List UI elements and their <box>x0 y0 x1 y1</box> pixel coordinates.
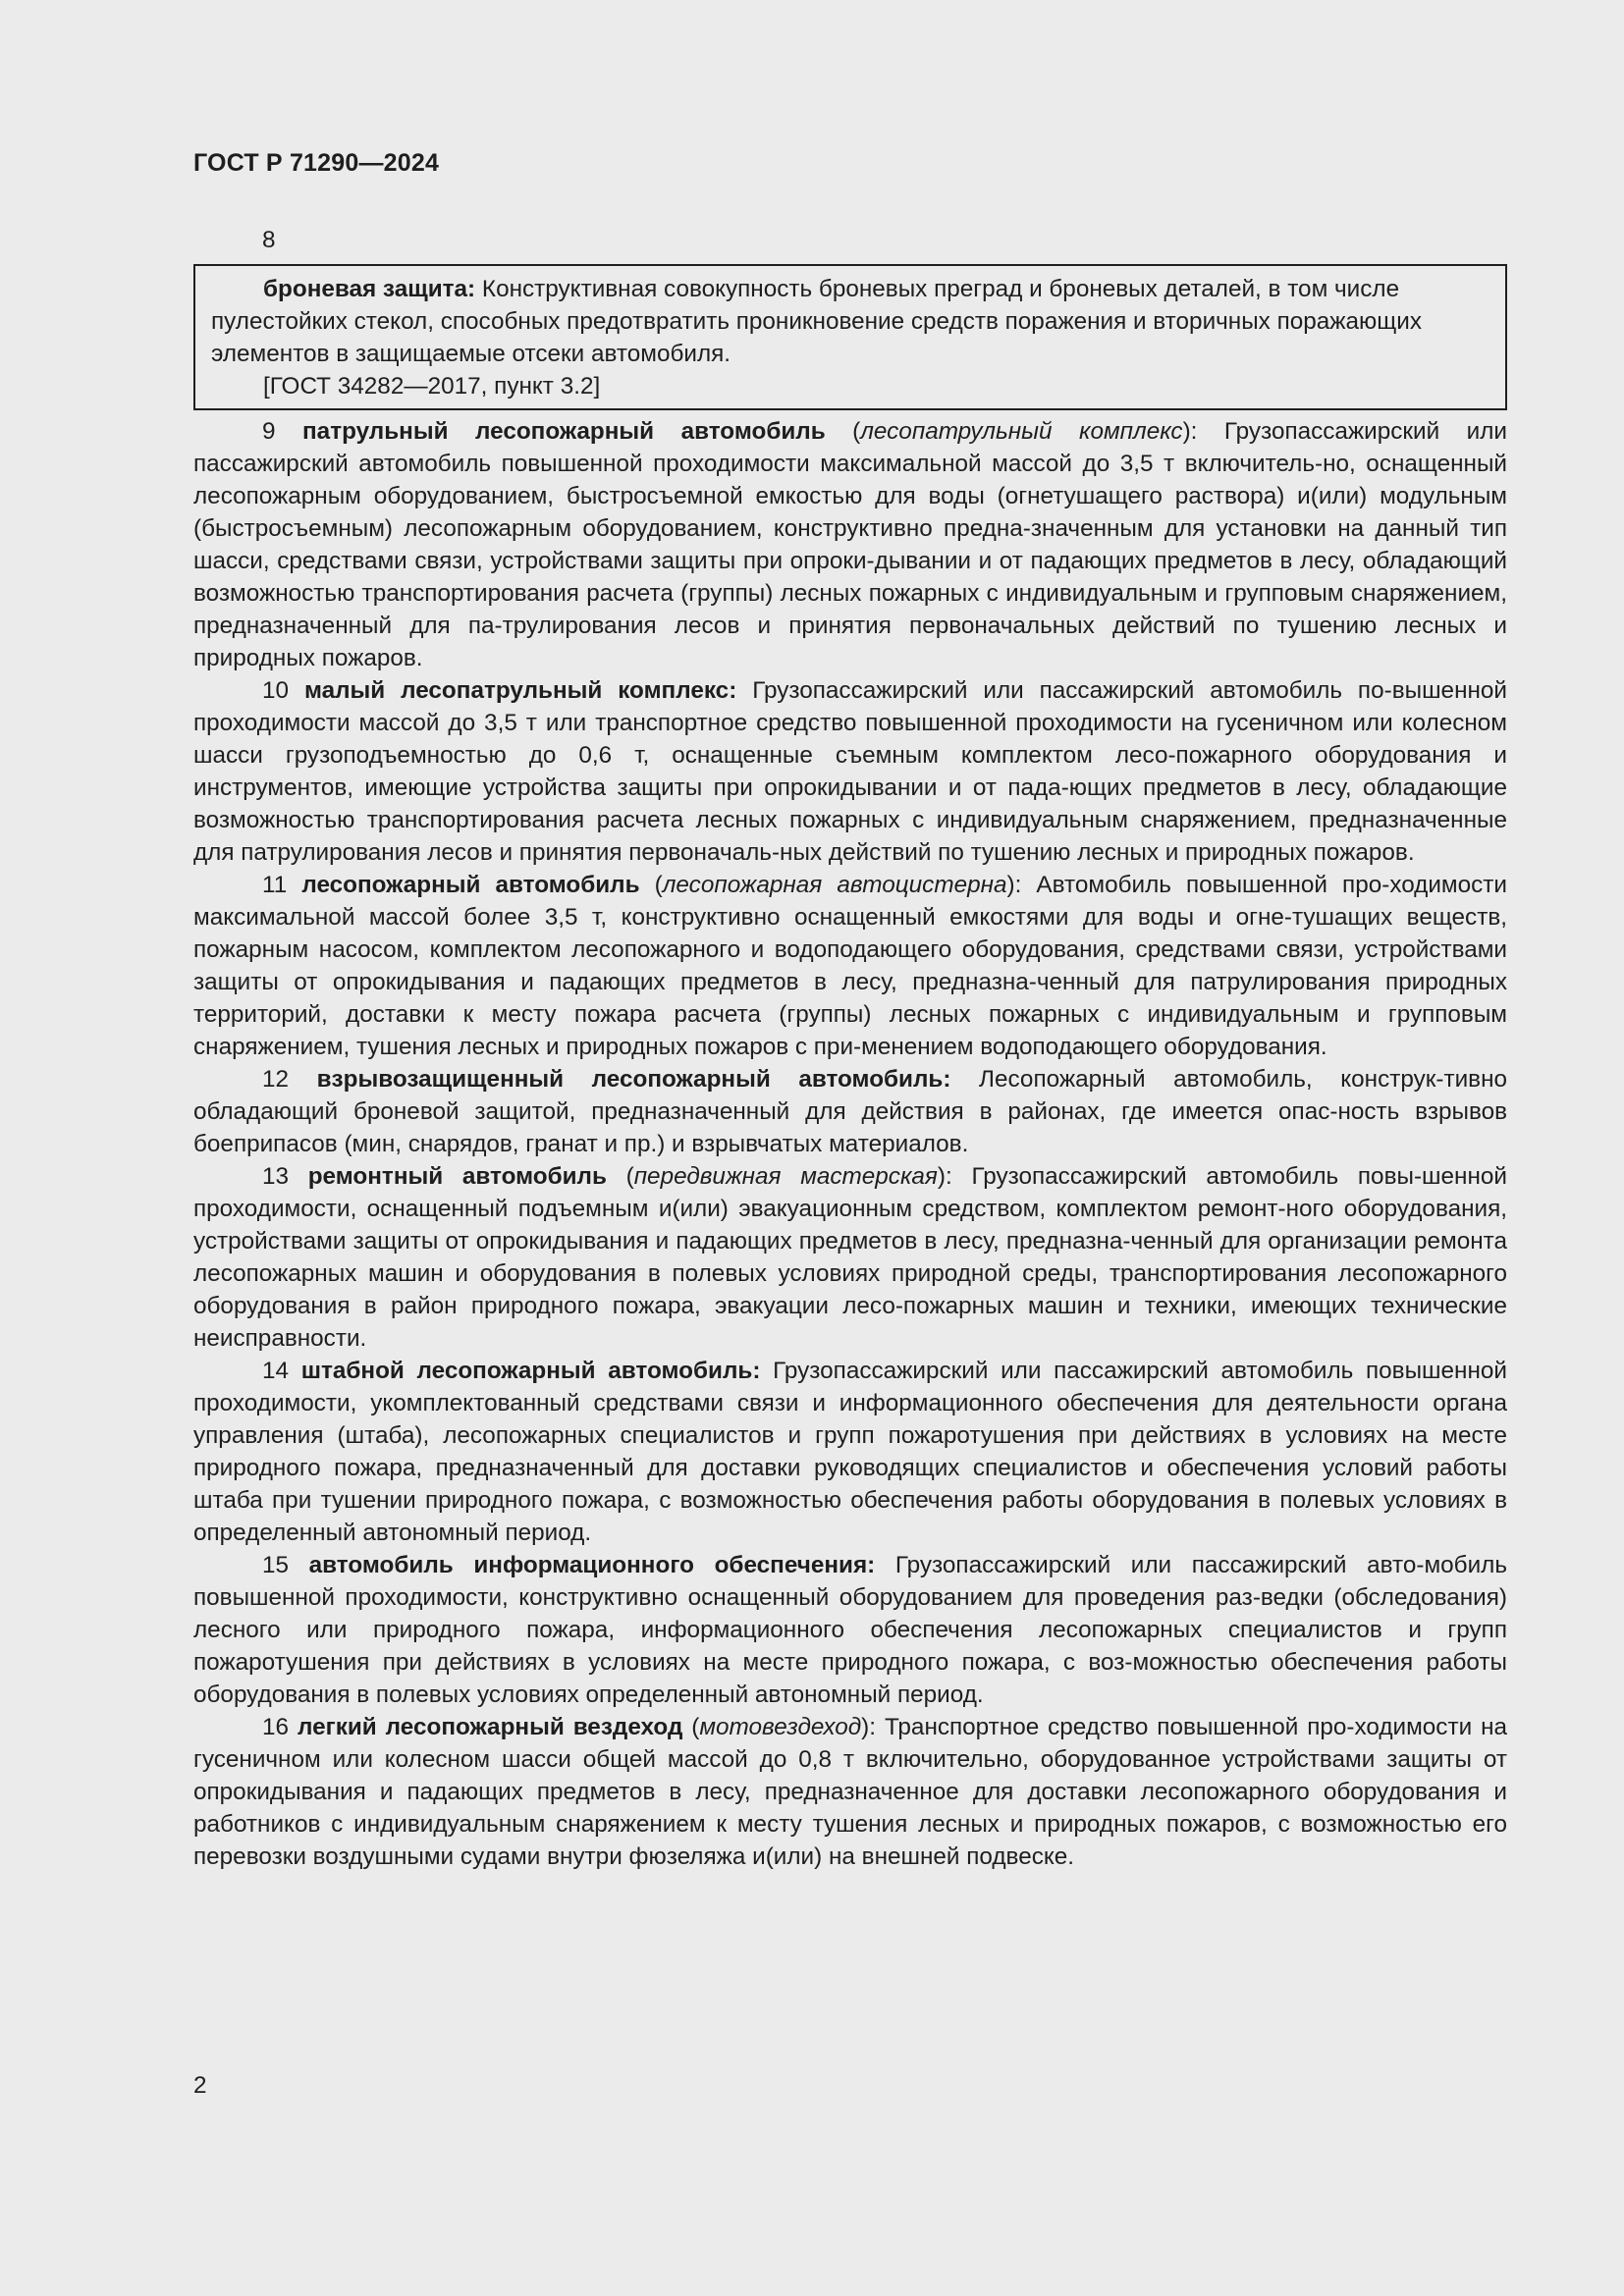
term-entries <box>193 415 1507 1873</box>
term-name: малый лесопатрульный комплекс: <box>303 677 737 704</box>
term-name: штабной лесопожарный автомобиль: <box>300 1358 761 1384</box>
term-number: 13 <box>262 1163 290 1190</box>
term-definition: Конструктивная совокупность броневых преград и броневых деталей, в том числе пулестойких стекол, способных предотвратить проникновение средств поражения и вторичных поражающих элементов в защищаемые отсеки автомобиля. <box>211 276 1422 367</box>
term-entry <box>193 1355 1507 1549</box>
page-number: 2 <box>193 2072 207 2099</box>
term-number: 11 <box>262 872 288 898</box>
term-number: 16 <box>262 1714 290 1740</box>
term-definition: Грузопассажирский или пассажирский авто-мобиль повышенной проходимости, конструктивно оснащенный оборудованием для проведения раз-ведки (обследования) лесного или природного пожара, информационного обеспечения лесопожарных специалистов и групп пожаротушения при действиях в условиях на месте природного пожара, с воз-можностью обеспечения работы оборудования в полевых условиях определенный автономный период. <box>193 1552 1507 1708</box>
term-name: взрывозащищенный лесопожарный автомобиль: <box>316 1066 951 1093</box>
term-definition: Автомобиль повышенной про-ходимости максимальной массой более 3,5 т, конструктивно оснащенный емкостями для воды и огне-тушащих веществ, пожарным насосом, комплектом лесопожарного и водоподающего оборудования, средствами связи, устройствами защиты от опрокидывания и падающих предметов в лесу, предназна-ченный для патрулирования природных территорий, доставки к месту пожара расчета (группы) лесных пожарных с индивидуальным и групповым снаряжением, тушения лесных и природных пожаров с при-менением водоподающего оборудования. <box>193 872 1507 1060</box>
term-number: 9 <box>262 418 276 445</box>
term-entry <box>193 1063 1507 1160</box>
term-name: лесопожарный автомобиль <box>301 872 640 898</box>
term-entry: 16 легкий лесопожарный вездеход (мотовездеход): Транспортное средство повышенной про-ходимости на гусеничном или колесном шасси общей массой до 0,8 т включительно, оборудованное устройствами защиты от опрокидывания и падающих предметов в лесу, предназначенное для доставки лесопожарного оборудования и работников с индивидуальным снаряжением к месту тушения лесных и природных пожаров, с возможностью его перевозки воздушными судами внутри фюзеляжа и(или) на внешней подвеске. <box>193 1714 1507 1870</box>
term-number: 8 <box>262 227 276 253</box>
term-synonym: передвижная мастерская <box>633 1163 938 1190</box>
term-definition: Грузопассажирский автомобиль повы-шенной проходимости, оснащенный подъемным и(или) эвакуационным средством, комплектом ремонт-ного оборудования, устройствами защиты от опрокидывания и падающих предметов в лесу, предназна-ченный для организации ремонта лесопожарных машин и оборудования в полевых условиях природной среды, транспортирования лесопожарного оборудования в район природного пожара, эвакуации лесо-пожарных машин и техники, имеющих технические неисправности. <box>193 1163 1507 1352</box>
term-definition: Грузопассажирский или пассажирский автомобиль повышенной проходимости, укомплектованный средствами связи и информационного обеспечения для деятельности органа управления (штаба), лесопожарных специалистов и групп пожаротушения при действиях в условиях на месте природного пожара, предназначенный для доставки руководящих специалистов и обеспечения условий работы штаба при тушении природного пожара, с возможностью обеспечения работы оборудования в полевых условиях в определенный автономный период. <box>193 1358 1507 1546</box>
term-definition: Грузопассажирский или пассажирский автомобиль повышенной проходимости максимальной массой до 3,5 т включитель-но, оснащенный лесопожарным оборудованием, быстросъемной емкостью для воды (огнетушащего раствора) и(или) модульным (быстросъемным) лесопожарным оборудованием, конструктивно предна-значенным для установки на данный тип шасси, средствами связи, устройствами защиты при опроки-дывании и от падающих предметов в лесу, обладающий возможностью транспортирования расчета (группы) лесных пожарных с индивидуальным и групповым снаряжением, предназначенный для па-трулирования лесов и принятия первоначальных действий по тушению лесных и природных пожаров. <box>193 418 1507 671</box>
term-number: 14 <box>262 1358 290 1384</box>
term-source: [ГОСТ 34282—2017, пункт 3.2] <box>263 373 601 400</box>
term-name: легкий лесопожарный вездеход <box>297 1714 683 1740</box>
term-definition: Лесопожарный автомобиль, конструк-тивно обладающий броневой защитой, предназначенный для действия в районах, где имеется опас-ность взрывов боеприпасов (мин, снарядов, гранат и пр.) и взрывчатых материалов. <box>193 1066 1507 1157</box>
term-entry <box>193 674 1507 869</box>
term-name: патрульный лесопожарный автомобиль <box>302 418 826 445</box>
document-body <box>193 224 1507 1873</box>
term-name: ремонтный автомобиль <box>307 1163 607 1190</box>
term-synonym: мотовездеход <box>699 1714 862 1740</box>
boxed-term-definition <box>193 264 1507 410</box>
term-entry: 9 патрульный лесопожарный автомобиль (лесопатрульный комплекс): Грузопассажирский или пассажирский автомобиль повышенной проходимости максимальной массой до 3,5 т включитель-но, оснащенный лесопожарным оборудованием, быстросъемной емкостью для воды (огнетушащего раствора) и(или) модульным (быстросъемным) лесопожарным оборудованием, конструктивно предна-значенным для установки на данный тип шасси, средствами связи, устройствами защиты при опроки-дывании и от падающих предметов в лесу, обладающий возможностью транспортирования расчета (группы) лесных пожарных с индивидуальным и групповым снаряжением, предназначенный для па-трулирования лесов и принятия первоначальных действий по тушению лесных и природных пожаров. <box>193 418 1507 671</box>
term-definition: Транспортное средство повышенной про-ходимости на гусеничном или колесном шасси общей массой до 0,8 т включительно, оборудованное устройствами защиты от опрокидывания и падающих предметов в лесу, предназначенное для доставки лесопожарного оборудования и работников с индивидуальным снаряжением к месту тушения лесных и природных пожаров, с возможностью его перевозки воздушными судами внутри фюзеляжа и(или) на внешней подвеске. <box>193 1714 1507 1870</box>
term-number: 10 <box>262 677 290 704</box>
term-name: броневая защита: <box>263 276 476 302</box>
term-definition: Грузопассажирский или пассажирский автомобиль по-вышенной проходимости массой до 3,5 т или транспортное средство повышенной проходимости на гусеничном или колесном шасси грузоподъемностью до 0,6 т, оснащенные съемным комплектом лесо-пожарного оборудования и инструментов, имеющие устройства защиты при опрокидывании и от пада-ющих предметов в лесу, обладающие возможностью транспортирования расчета лесных пожарных с индивидуальным снаряжением, предназначенные для патрулирования лесов и принятия первоначаль-ных действий по тушению лесных и природных пожаров. <box>193 677 1507 866</box>
term-synonym: лесопатрульный комплекс <box>860 418 1183 445</box>
document-header: ГОСТ Р 71290—2024 <box>193 149 440 177</box>
term-synonym: лесопожарная автоцистерна <box>662 872 1007 898</box>
term-entry: 13 ремонтный автомобиль (передвижная мастерская): Грузопассажирский автомобиль повы-шенной проходимости, оснащенный подъемным и(или) эвакуационным средством, комплектом ремонт-ного оборудования, устройствами защиты от опрокидывания и падающих предметов в лесу, предназна-ченный для организации ремонта лесопожарных машин и оборудования в полевых условиях природной среды, транспортирования лесопожарного оборудования в район природного пожара, эвакуации лесо-пожарных машин и техники, имеющих технические неисправности. <box>193 1163 1507 1352</box>
term-name: автомобиль информационного обеспечения: <box>308 1552 876 1578</box>
term-entry <box>211 273 1489 370</box>
term-number: 12 <box>262 1066 290 1093</box>
term-number: 15 <box>262 1552 290 1578</box>
term-entry <box>193 1549 1507 1711</box>
term-entry: 11 лесопожарный автомобиль (лесопожарная автоцистерна): Автомобиль повышенной про-ходимости максимальной массой более 3,5 т, конструктивно оснащенный емкостями для воды и огне-тушащих веществ, пожарным насосом, комплектом лесопожарного и водоподающего оборудования, средствами связи, устройствами защиты от опрокидывания и падающих предметов в лесу, предназна-ченный для патрулирования природных территорий, доставки к месту пожара расчета (группы) лесных пожарных с индивидуальным и групповым снаряжением, тушения лесных и природных пожаров с при-менением водоподающего оборудования. <box>193 872 1507 1060</box>
